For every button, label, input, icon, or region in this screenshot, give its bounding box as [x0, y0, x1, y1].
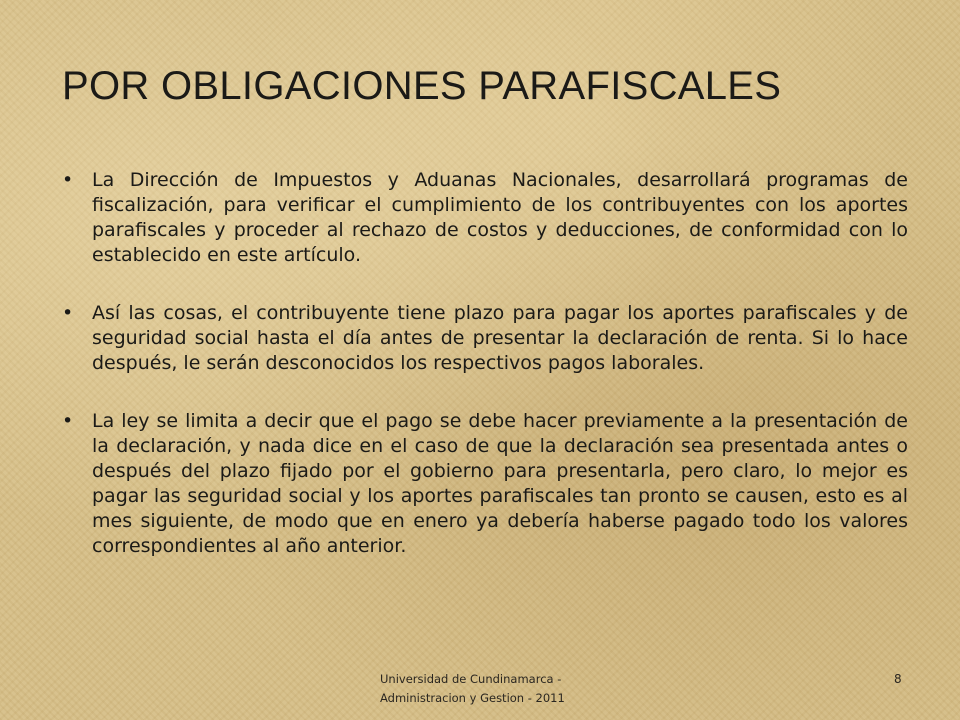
- bullet-dot-icon: •: [62, 169, 74, 191]
- bullet-item-1: [62, 168, 908, 268]
- slide-title: POR OBLIGACIONES PARAFISCALES: [62, 64, 782, 108]
- bullet-dot-icon: •: [62, 410, 74, 432]
- footer-line-2: Administracion y Gestion - 2011: [380, 691, 565, 705]
- bullet-item-3: [62, 409, 908, 559]
- bullet-list: [62, 168, 908, 592]
- footer-line-1: Universidad de Cundinamarca -: [380, 672, 562, 686]
- bullet-text: La Dirección de Impuestos y Aduanas Nacionales, desarrollará programas de fiscalización, para verificar el cumplimiento de los contribuyentes con los aportes parafiscales y proceder al rechazo de costos y deducciones, de conformidad con lo establecido en este artículo.: [92, 169, 908, 266]
- slide-footer: [380, 670, 600, 708]
- bullet-item-2: [62, 301, 908, 376]
- bullet-text: Así las cosas, el contribuyente tiene plazo para pagar los aportes parafiscales y de seguridad social hasta el día antes de presentar la declaración de renta. Si lo hace después, le serán desconocidos los respectivos pagos laborales.: [92, 302, 908, 374]
- page-number: 8: [894, 672, 902, 686]
- bullet-text: La ley se limita a decir que el pago se debe hacer previamente a la presentación de la declaración, y nada dice en el caso de que la declaración sea presentada antes o después del plazo fijado por el gobierno para presentarla, pero claro, lo mejor es pagar las seguridad social y los aportes parafiscales tan pronto se causen, esto es al mes siguiente, de modo que en enero ya debería haberse pagado todo los valores correspondientes al año anterior.: [92, 410, 908, 557]
- bullet-dot-icon: •: [62, 302, 74, 324]
